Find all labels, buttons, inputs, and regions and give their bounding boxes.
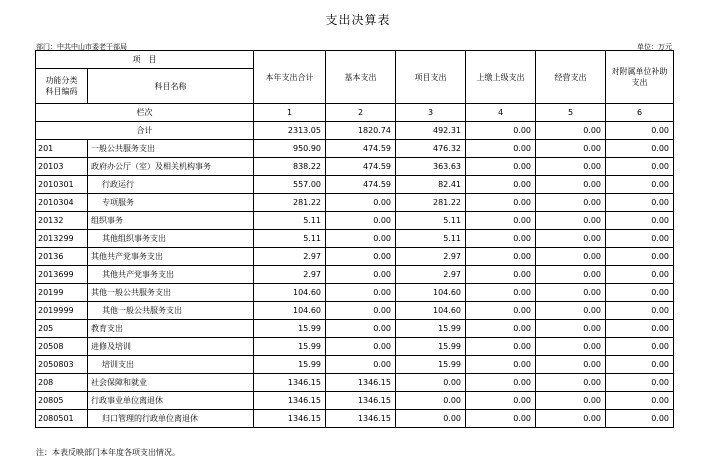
department-label: 部门：中共中山市委老干部局 [36,43,127,51]
row-code: 2080501 [36,410,88,428]
row-value: 104.60 [396,302,466,320]
row-code: 208 [36,374,88,392]
row-value: 0.00 [536,338,606,356]
table-row [36,158,674,176]
row-value: 0.00 [466,284,536,302]
row-value: 0.00 [536,284,606,302]
row-value: 557.00 [254,176,326,194]
row-name: 专项服务 [88,194,254,212]
col-num: 3 [396,104,466,122]
row-name: 教育支出 [88,320,254,338]
row-value: 0.00 [466,248,536,266]
row-value: 15.99 [254,356,326,374]
row-value: 0.00 [606,248,674,266]
row-value: 950.90 [254,140,326,158]
row-value: 0.00 [536,392,606,410]
table-row [36,212,674,230]
header-project: 项目支出 [396,51,466,104]
row-name: 一般公共服务支出 [88,140,254,158]
row-value: 15.99 [396,320,466,338]
row-value: 1346.15 [326,410,396,428]
table-row [36,338,674,356]
table-row [36,392,674,410]
total-cell: 0.00 [606,122,674,140]
row-value: 0.00 [606,176,674,194]
row-value: 0.00 [326,338,396,356]
row-value: 5.11 [396,230,466,248]
row-code: 2010304 [36,194,88,212]
row-value: 0.00 [606,410,674,428]
row-value: 0.00 [536,356,606,374]
row-value: 281.22 [396,194,466,212]
total-label: 合计 [36,122,254,140]
row-code: 201 [36,140,88,158]
row-value: 104.60 [396,284,466,302]
row-value: 0.00 [606,302,674,320]
row-name: 其他共产党事务支出 [88,248,254,266]
row-value: 0.00 [326,302,396,320]
table-row [36,356,674,374]
row-value: 0.00 [466,356,536,374]
row-value: 1346.15 [254,374,326,392]
row-value: 0.00 [606,374,674,392]
row-name: 其他一般公共服务支出 [88,284,254,302]
total-cell: 2313.05 [254,122,326,140]
row-value: 474.59 [326,176,396,194]
row-value: 0.00 [466,374,536,392]
row-code: 2050803 [36,356,88,374]
row-name: 组织事务 [88,212,254,230]
row-value: 0.00 [326,284,396,302]
row-value: 0.00 [606,284,674,302]
row-code: 20136 [36,248,88,266]
row-value: 0.00 [606,230,674,248]
row-value: 0.00 [466,140,536,158]
header-subsidy: 对附属单位补助支出 [606,51,674,104]
row-name: 归口管理的行政单位离退休 [88,410,254,428]
table-row [36,410,674,428]
col-num: 5 [536,104,606,122]
row-value: 0.00 [466,176,536,194]
table-row [36,302,674,320]
row-value: 0.00 [396,374,466,392]
row-value: 0.00 [466,230,536,248]
row-value: 0.00 [606,338,674,356]
row-value: 2.97 [254,266,326,284]
row-value: 82.41 [396,176,466,194]
row-value: 104.60 [254,284,326,302]
row-value: 2.97 [254,248,326,266]
table-row [36,266,674,284]
table-row [36,230,674,248]
row-code: 20103 [36,158,88,176]
col-num: 4 [466,104,536,122]
table-row [36,374,674,392]
row-value: 0.00 [536,266,606,284]
row-code: 2013299 [36,230,88,248]
row-value: 281.22 [254,194,326,212]
page-title: 支出决算表 [325,13,391,27]
row-name: 培训支出 [88,356,254,374]
row-value: 0.00 [326,212,396,230]
header-business: 经营支出 [536,51,606,104]
row-value: 0.00 [326,194,396,212]
row-value: 0.00 [326,266,396,284]
row-value: 0.00 [326,320,396,338]
row-value: 0.00 [536,302,606,320]
header-row-label: 栏次 [36,104,254,122]
table-row [36,176,674,194]
footnote: 注：本表反映部门本年度各项支出情况。 [36,448,180,457]
row-value: 2.97 [396,266,466,284]
row-value: 0.00 [536,194,606,212]
row-value: 0.00 [326,356,396,374]
row-code: 205 [36,320,88,338]
row-value: 0.00 [466,392,536,410]
row-value: 363.63 [396,158,466,176]
row-value: 0.00 [536,248,606,266]
row-name: 其他一般公共服务支出 [88,302,254,320]
row-value: 5.11 [396,212,466,230]
row-value: 0.00 [536,176,606,194]
row-name: 行政事业单位离退休 [88,392,254,410]
row-code: 2019999 [36,302,88,320]
row-value: 0.00 [466,320,536,338]
row-value: 0.00 [606,392,674,410]
row-code: 20132 [36,212,88,230]
row-value: 0.00 [536,140,606,158]
row-code: 20199 [36,284,88,302]
row-code: 2010301 [36,176,88,194]
row-value: 0.00 [536,374,606,392]
table-row [36,284,674,302]
total-cell: 0.00 [466,122,536,140]
col-num: 1 [254,104,326,122]
row-value: 0.00 [606,194,674,212]
row-name: 政府办公厅（室）及相关机构事务 [88,158,254,176]
row-value: 838.22 [254,158,326,176]
row-name: 社会保障和就业 [88,374,254,392]
table-row [36,248,674,266]
row-code: 20805 [36,392,88,410]
row-value: 15.99 [254,338,326,356]
header-total: 本年支出合计 [254,51,326,104]
row-code: 2013699 [36,266,88,284]
header-upper: 上缴上级支出 [466,51,536,104]
row-code: 20508 [36,338,88,356]
row-value: 2.97 [396,248,466,266]
row-value: 0.00 [606,266,674,284]
row-value: 0.00 [606,320,674,338]
row-value: 0.00 [326,230,396,248]
row-value: 0.00 [606,140,674,158]
table-row [36,140,674,158]
row-value: 0.00 [606,212,674,230]
col-num: 2 [326,104,396,122]
row-value: 1346.15 [326,374,396,392]
total-cell: 0.00 [536,122,606,140]
total-cell: 492.31 [396,122,466,140]
row-value: 0.00 [606,158,674,176]
row-value: 0.00 [466,338,536,356]
header-basic: 基本支出 [326,51,396,104]
row-value: 15.99 [396,338,466,356]
header-func-code: 功能分类 科目编码 [36,69,88,104]
total-cell: 1820.74 [326,122,396,140]
row-value: 0.00 [536,320,606,338]
col-num: 6 [606,104,674,122]
expenditure-table [35,50,674,428]
row-value: 0.00 [466,410,536,428]
row-name: 其他共产党事务支出 [88,266,254,284]
row-value: 0.00 [536,230,606,248]
row-value: 0.00 [326,248,396,266]
row-value: 1346.15 [254,392,326,410]
row-value: 0.00 [466,158,536,176]
unit-label: 单位：万元 [637,43,672,51]
row-value: 0.00 [536,410,606,428]
row-value: 476.32 [396,140,466,158]
row-value: 0.00 [466,194,536,212]
row-value: 474.59 [326,140,396,158]
row-value: 1346.15 [326,392,396,410]
total-row [36,122,674,140]
row-value: 1346.15 [254,410,326,428]
header-subject-name: 科目名称 [88,69,254,104]
row-value: 5.11 [254,230,326,248]
row-name: 进修及培训 [88,338,254,356]
row-value: 0.00 [466,212,536,230]
row-name: 其他组织事务支出 [88,230,254,248]
row-value: 474.59 [326,158,396,176]
row-value: 0.00 [396,392,466,410]
row-value: 0.00 [396,410,466,428]
row-value: 0.00 [536,158,606,176]
header-item: 项 目 [36,51,254,69]
row-value: 15.99 [254,320,326,338]
row-value: 15.99 [396,356,466,374]
row-value: 104.60 [254,302,326,320]
row-name: 行政运行 [88,176,254,194]
row-value: 0.00 [466,266,536,284]
table-row [36,194,674,212]
row-value: 0.00 [606,356,674,374]
row-value: 0.00 [466,302,536,320]
table-row [36,320,674,338]
row-value: 5.11 [254,212,326,230]
row-value: 0.00 [536,212,606,230]
